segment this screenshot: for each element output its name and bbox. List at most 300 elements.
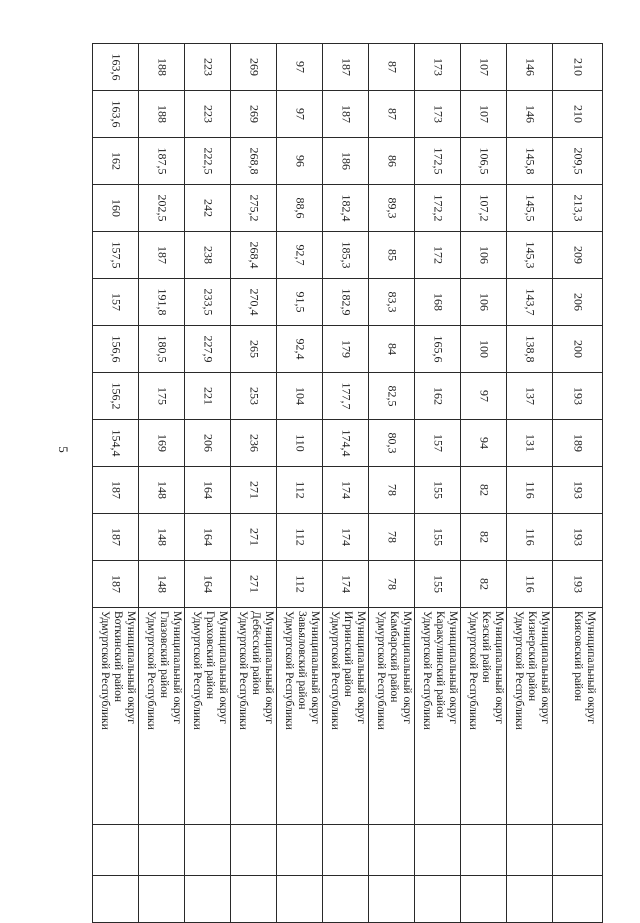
value-row bbox=[93, 91, 603, 138]
district-cell bbox=[185, 608, 231, 825]
value-cell bbox=[231, 514, 277, 561]
cell-value: 145,3 bbox=[523, 241, 537, 269]
cell-value: 162 bbox=[109, 152, 123, 170]
value-cell bbox=[507, 279, 553, 326]
value-cell bbox=[277, 326, 323, 373]
value-cell bbox=[369, 373, 415, 420]
cell-value: 253 bbox=[247, 387, 261, 405]
value-cell bbox=[93, 279, 139, 326]
value-cell bbox=[553, 44, 603, 91]
cell-value: 87 bbox=[385, 108, 399, 120]
empty-row bbox=[93, 825, 603, 876]
cell-value: 157 bbox=[109, 293, 123, 311]
district-row bbox=[93, 608, 603, 825]
cell-value: 148 bbox=[155, 528, 169, 546]
empty-cell-b bbox=[139, 876, 185, 923]
cell-value: 157 bbox=[431, 434, 445, 452]
district-line: Удмуртской Республики bbox=[375, 611, 387, 730]
value-cell bbox=[507, 138, 553, 185]
district-name bbox=[279, 611, 321, 819]
value-cell bbox=[231, 420, 277, 467]
cell-value: 163,6 bbox=[109, 53, 123, 81]
cell-value: 163,6 bbox=[109, 100, 123, 128]
data-table bbox=[92, 43, 603, 923]
value-cell bbox=[93, 467, 139, 514]
district-line: Муниципальный округ bbox=[355, 611, 367, 724]
value-cell bbox=[461, 279, 507, 326]
empty-cell-b bbox=[415, 876, 461, 923]
value-cell bbox=[369, 420, 415, 467]
value-cell bbox=[507, 232, 553, 279]
empty-cell-a bbox=[277, 825, 323, 876]
value-cell bbox=[507, 91, 553, 138]
cell-value: 138,8 bbox=[523, 335, 537, 363]
value-cell bbox=[93, 420, 139, 467]
empty-cell-b bbox=[93, 876, 139, 923]
cell-value: 206 bbox=[201, 434, 215, 452]
cell-value: 172,2 bbox=[431, 194, 445, 222]
value-cell bbox=[231, 279, 277, 326]
cell-value: 271 bbox=[247, 575, 261, 593]
cell-value: 169 bbox=[155, 434, 169, 452]
value-cell bbox=[139, 514, 185, 561]
value-row bbox=[93, 420, 603, 467]
cell-value: 275,2 bbox=[247, 194, 261, 222]
value-cell bbox=[185, 467, 231, 514]
value-cell bbox=[93, 514, 139, 561]
district-cell bbox=[323, 608, 369, 825]
cell-value: 87 bbox=[385, 61, 399, 73]
cell-value: 227,9 bbox=[201, 335, 215, 363]
value-cell bbox=[507, 185, 553, 232]
value-cell bbox=[231, 561, 277, 608]
cell-value: 173 bbox=[431, 105, 445, 123]
value-row bbox=[93, 44, 603, 91]
value-cell bbox=[185, 561, 231, 608]
value-cell bbox=[553, 138, 603, 185]
district-name bbox=[555, 611, 597, 819]
district-cell bbox=[277, 608, 323, 825]
cell-value: 168 bbox=[431, 293, 445, 311]
value-cell bbox=[369, 185, 415, 232]
value-cell bbox=[323, 185, 369, 232]
cell-value: 112 bbox=[293, 575, 307, 593]
district-line: Воткинский район bbox=[112, 611, 124, 702]
cell-value: 80,3 bbox=[385, 432, 399, 454]
cell-value: 164 bbox=[201, 575, 215, 593]
district-line: Муниципальный округ bbox=[171, 611, 183, 724]
district-name bbox=[187, 611, 229, 819]
cell-value: 84 bbox=[385, 343, 399, 355]
cell-value: 91,5 bbox=[293, 291, 307, 313]
cell-value: 96 bbox=[293, 155, 307, 167]
value-cell bbox=[139, 561, 185, 608]
cell-value: 110 bbox=[293, 434, 307, 452]
cell-value: 116 bbox=[523, 481, 537, 499]
value-cell bbox=[231, 373, 277, 420]
value-cell bbox=[553, 420, 603, 467]
value-cell bbox=[93, 185, 139, 232]
cell-value: 269 bbox=[247, 105, 261, 123]
value-cell bbox=[323, 467, 369, 514]
cell-value: 173 bbox=[431, 58, 445, 76]
value-cell bbox=[231, 232, 277, 279]
value-cell bbox=[323, 232, 369, 279]
empty-cell-b bbox=[369, 876, 415, 923]
cell-value: 174 bbox=[339, 481, 353, 499]
cell-value: 78 bbox=[385, 531, 399, 543]
district-line: Муниципальный округ bbox=[125, 611, 137, 724]
value-cell bbox=[369, 561, 415, 608]
value-cell bbox=[93, 561, 139, 608]
cell-value: 89,3 bbox=[385, 197, 399, 219]
cell-value: 160 bbox=[109, 199, 123, 217]
value-cell bbox=[415, 467, 461, 514]
value-cell bbox=[461, 138, 507, 185]
value-cell bbox=[369, 514, 415, 561]
value-cell bbox=[461, 44, 507, 91]
value-cell bbox=[139, 279, 185, 326]
district-name bbox=[95, 611, 137, 819]
value-cell bbox=[93, 373, 139, 420]
value-cell bbox=[323, 44, 369, 91]
district-name bbox=[417, 611, 459, 819]
cell-value: 92,7 bbox=[293, 244, 307, 266]
value-cell bbox=[139, 138, 185, 185]
cell-value: 193 bbox=[571, 528, 585, 546]
cell-value: 82,5 bbox=[385, 385, 399, 407]
cell-value: 106 bbox=[477, 293, 491, 311]
cell-value: 116 bbox=[523, 575, 537, 593]
value-cell bbox=[139, 420, 185, 467]
value-cell bbox=[231, 467, 277, 514]
value-cell bbox=[461, 467, 507, 514]
value-cell bbox=[185, 232, 231, 279]
empty-cell-b bbox=[231, 876, 277, 923]
cell-value: 206 bbox=[571, 293, 585, 311]
cell-value: 82 bbox=[477, 578, 491, 590]
district-line: Кизнерский район bbox=[526, 611, 538, 702]
value-cell bbox=[415, 44, 461, 91]
value-cell bbox=[277, 561, 323, 608]
cell-value: 187 bbox=[109, 481, 123, 499]
cell-value: 191,8 bbox=[155, 288, 169, 316]
value-cell bbox=[369, 467, 415, 514]
value-cell bbox=[415, 279, 461, 326]
district-line: Киясовский район bbox=[572, 611, 584, 702]
cell-value: 185,3 bbox=[339, 241, 353, 269]
cell-value: 155 bbox=[431, 528, 445, 546]
cell-value: 221 bbox=[201, 387, 215, 405]
cell-value: 177,7 bbox=[339, 382, 353, 410]
cell-value: 180,5 bbox=[155, 335, 169, 363]
cell-value: 182,9 bbox=[339, 288, 353, 316]
cell-value: 106 bbox=[477, 246, 491, 264]
cell-value: 233,5 bbox=[201, 288, 215, 316]
value-row bbox=[93, 232, 603, 279]
value-row bbox=[93, 326, 603, 373]
district-line: Камбарский район bbox=[388, 611, 400, 703]
value-cell bbox=[277, 420, 323, 467]
district-name bbox=[509, 611, 551, 819]
cell-value: 145,5 bbox=[523, 194, 537, 222]
district-cell bbox=[461, 608, 507, 825]
cell-value: 172 bbox=[431, 246, 445, 264]
district-line: Муниципальный округ bbox=[401, 611, 413, 724]
district-line: Удмуртской Республики bbox=[145, 611, 157, 730]
value-cell bbox=[369, 138, 415, 185]
value-cell bbox=[185, 185, 231, 232]
district-line: Глазовский район bbox=[158, 611, 170, 699]
cell-value: 156,6 bbox=[109, 335, 123, 363]
district-line: Муниципальный округ bbox=[447, 611, 459, 724]
district-line: Удмуртской Республики bbox=[99, 611, 111, 730]
cell-value: 97 bbox=[477, 390, 491, 402]
cell-value: 88,6 bbox=[293, 197, 307, 219]
value-row bbox=[93, 467, 603, 514]
cell-value: 131 bbox=[523, 434, 537, 452]
district-line: Дебёсский район bbox=[250, 611, 262, 695]
cell-value: 188 bbox=[155, 58, 169, 76]
empty-cell-b bbox=[461, 876, 507, 923]
value-cell bbox=[507, 44, 553, 91]
value-cell bbox=[369, 232, 415, 279]
cell-value: 209 bbox=[571, 246, 585, 264]
cell-value: 112 bbox=[293, 481, 307, 499]
cell-value: 137 bbox=[523, 387, 537, 405]
value-cell bbox=[323, 91, 369, 138]
empty-row bbox=[93, 876, 603, 923]
cell-value: 236 bbox=[247, 434, 261, 452]
district-line: Игринский район bbox=[342, 611, 354, 697]
district-line: Удмуртской Республики bbox=[467, 611, 479, 730]
value-cell bbox=[461, 326, 507, 373]
cell-value: 172,5 bbox=[431, 147, 445, 175]
cell-value: 116 bbox=[523, 528, 537, 546]
value-cell bbox=[415, 373, 461, 420]
value-cell bbox=[231, 138, 277, 185]
value-cell bbox=[461, 91, 507, 138]
district-line: Муниципальный округ bbox=[309, 611, 321, 724]
cell-value: 162 bbox=[431, 387, 445, 405]
empty-cell-b bbox=[277, 876, 323, 923]
empty-cell-a bbox=[507, 825, 553, 876]
cell-value: 112 bbox=[293, 528, 307, 546]
cell-value: 107 bbox=[477, 58, 491, 76]
value-cell bbox=[93, 91, 139, 138]
cell-value: 193 bbox=[571, 387, 585, 405]
value-cell bbox=[507, 420, 553, 467]
district-line: Удмуртской Республики bbox=[191, 611, 203, 730]
value-cell bbox=[415, 514, 461, 561]
value-cell bbox=[139, 373, 185, 420]
cell-value: 148 bbox=[155, 575, 169, 593]
cell-value: 155 bbox=[431, 575, 445, 593]
value-cell bbox=[139, 326, 185, 373]
value-cell bbox=[415, 185, 461, 232]
district-line: Завьяловский район bbox=[296, 611, 308, 710]
value-cell bbox=[277, 91, 323, 138]
value-cell bbox=[323, 561, 369, 608]
district-name bbox=[463, 611, 505, 819]
cell-value: 193 bbox=[571, 481, 585, 499]
cell-value: 154,4 bbox=[109, 429, 123, 457]
empty-cell-a bbox=[415, 825, 461, 876]
value-cell bbox=[185, 326, 231, 373]
cell-value: 268,8 bbox=[247, 147, 261, 175]
cell-value: 187 bbox=[109, 528, 123, 546]
cell-value: 202,5 bbox=[155, 194, 169, 222]
cell-value: 265 bbox=[247, 340, 261, 358]
cell-value: 193 bbox=[571, 575, 585, 593]
value-cell bbox=[323, 279, 369, 326]
district-cell bbox=[369, 608, 415, 825]
district-line: Муниципальный округ bbox=[539, 611, 551, 724]
value-row bbox=[93, 138, 603, 185]
empty-cell-a bbox=[231, 825, 277, 876]
value-cell bbox=[277, 232, 323, 279]
value-cell bbox=[231, 44, 277, 91]
district-line: Граховский район bbox=[204, 611, 216, 699]
value-cell bbox=[553, 467, 603, 514]
value-row bbox=[93, 185, 603, 232]
value-cell bbox=[369, 326, 415, 373]
cell-value: 269 bbox=[247, 58, 261, 76]
empty-cell-a bbox=[185, 825, 231, 876]
value-cell bbox=[507, 373, 553, 420]
cell-value: 78 bbox=[385, 484, 399, 496]
district-line: Каракулинский район bbox=[434, 611, 446, 718]
value-cell bbox=[507, 561, 553, 608]
cell-value: 271 bbox=[247, 481, 261, 499]
empty-cell-b bbox=[185, 876, 231, 923]
value-cell bbox=[231, 326, 277, 373]
value-cell bbox=[93, 326, 139, 373]
value-cell bbox=[553, 91, 603, 138]
empty-cell-b bbox=[323, 876, 369, 923]
cell-value: 94 bbox=[477, 437, 491, 449]
cell-value: 182,4 bbox=[339, 194, 353, 222]
district-line: Удмуртской Республики bbox=[283, 611, 295, 730]
value-cell bbox=[277, 279, 323, 326]
empty-cell-a bbox=[323, 825, 369, 876]
value-cell bbox=[507, 514, 553, 561]
cell-value: 187 bbox=[339, 58, 353, 76]
value-cell bbox=[231, 185, 277, 232]
value-cell bbox=[323, 138, 369, 185]
value-row bbox=[93, 561, 603, 608]
cell-value: 92,4 bbox=[293, 338, 307, 360]
cell-value: 271 bbox=[247, 528, 261, 546]
value-cell bbox=[277, 467, 323, 514]
cell-value: 210 bbox=[571, 58, 585, 76]
cell-value: 78 bbox=[385, 578, 399, 590]
cell-value: 175 bbox=[155, 387, 169, 405]
value-cell bbox=[185, 420, 231, 467]
district-line: Удмуртской Республики bbox=[421, 611, 433, 730]
district-name bbox=[233, 611, 275, 819]
cell-value: 107 bbox=[477, 105, 491, 123]
district-cell bbox=[507, 608, 553, 825]
value-cell bbox=[507, 467, 553, 514]
empty-cell-a bbox=[93, 825, 139, 876]
value-cell bbox=[93, 138, 139, 185]
cell-value: 213,3 bbox=[571, 194, 585, 222]
value-cell bbox=[415, 232, 461, 279]
cell-value: 187 bbox=[339, 105, 353, 123]
value-cell bbox=[277, 44, 323, 91]
value-cell bbox=[415, 91, 461, 138]
value-cell bbox=[323, 326, 369, 373]
cell-value: 104 bbox=[293, 387, 307, 405]
cell-value: 83,3 bbox=[385, 291, 399, 313]
cell-value: 174 bbox=[339, 575, 353, 593]
district-line: Муниципальный округ bbox=[585, 611, 597, 724]
value-cell bbox=[185, 91, 231, 138]
empty-cell-a bbox=[139, 825, 185, 876]
value-cell bbox=[369, 44, 415, 91]
value-cell bbox=[553, 279, 603, 326]
value-cell bbox=[461, 373, 507, 420]
value-cell bbox=[415, 561, 461, 608]
value-cell bbox=[139, 232, 185, 279]
cell-value: 143,7 bbox=[523, 288, 537, 316]
cell-value: 200 bbox=[571, 340, 585, 358]
value-cell bbox=[139, 185, 185, 232]
cell-value: 187,5 bbox=[155, 147, 169, 175]
value-cell bbox=[93, 232, 139, 279]
district-cell bbox=[553, 608, 603, 825]
value-cell bbox=[461, 420, 507, 467]
value-cell bbox=[415, 138, 461, 185]
district-line: Муниципальный округ bbox=[217, 611, 229, 724]
cell-value: 97 bbox=[293, 61, 307, 73]
value-cell bbox=[139, 44, 185, 91]
value-cell bbox=[185, 514, 231, 561]
value-cell bbox=[277, 138, 323, 185]
cell-value: 187 bbox=[155, 246, 169, 264]
value-cell bbox=[277, 185, 323, 232]
cell-value: 189 bbox=[571, 434, 585, 452]
value-cell bbox=[507, 326, 553, 373]
value-cell bbox=[461, 561, 507, 608]
cell-value: 174,4 bbox=[339, 429, 353, 457]
value-cell bbox=[185, 44, 231, 91]
district-line: Кезский район bbox=[480, 611, 492, 683]
value-cell bbox=[323, 373, 369, 420]
district-line: Муниципальный округ bbox=[493, 611, 505, 724]
value-cell bbox=[553, 232, 603, 279]
cell-value: 106,5 bbox=[477, 147, 491, 175]
value-cell bbox=[277, 514, 323, 561]
value-cell bbox=[553, 373, 603, 420]
district-name bbox=[325, 611, 367, 819]
cell-value: 174 bbox=[339, 528, 353, 546]
cell-value: 186 bbox=[339, 152, 353, 170]
value-cell bbox=[93, 44, 139, 91]
value-cell bbox=[415, 326, 461, 373]
cell-value: 210 bbox=[571, 105, 585, 123]
empty-cell-a bbox=[369, 825, 415, 876]
value-cell bbox=[461, 514, 507, 561]
value-cell bbox=[369, 279, 415, 326]
cell-value: 164 bbox=[201, 528, 215, 546]
empty-cell-b bbox=[507, 876, 553, 923]
district-line: Муниципальный округ bbox=[263, 611, 275, 724]
cell-value: 85 bbox=[385, 249, 399, 261]
value-cell bbox=[553, 326, 603, 373]
page-number: 5 bbox=[55, 446, 71, 453]
